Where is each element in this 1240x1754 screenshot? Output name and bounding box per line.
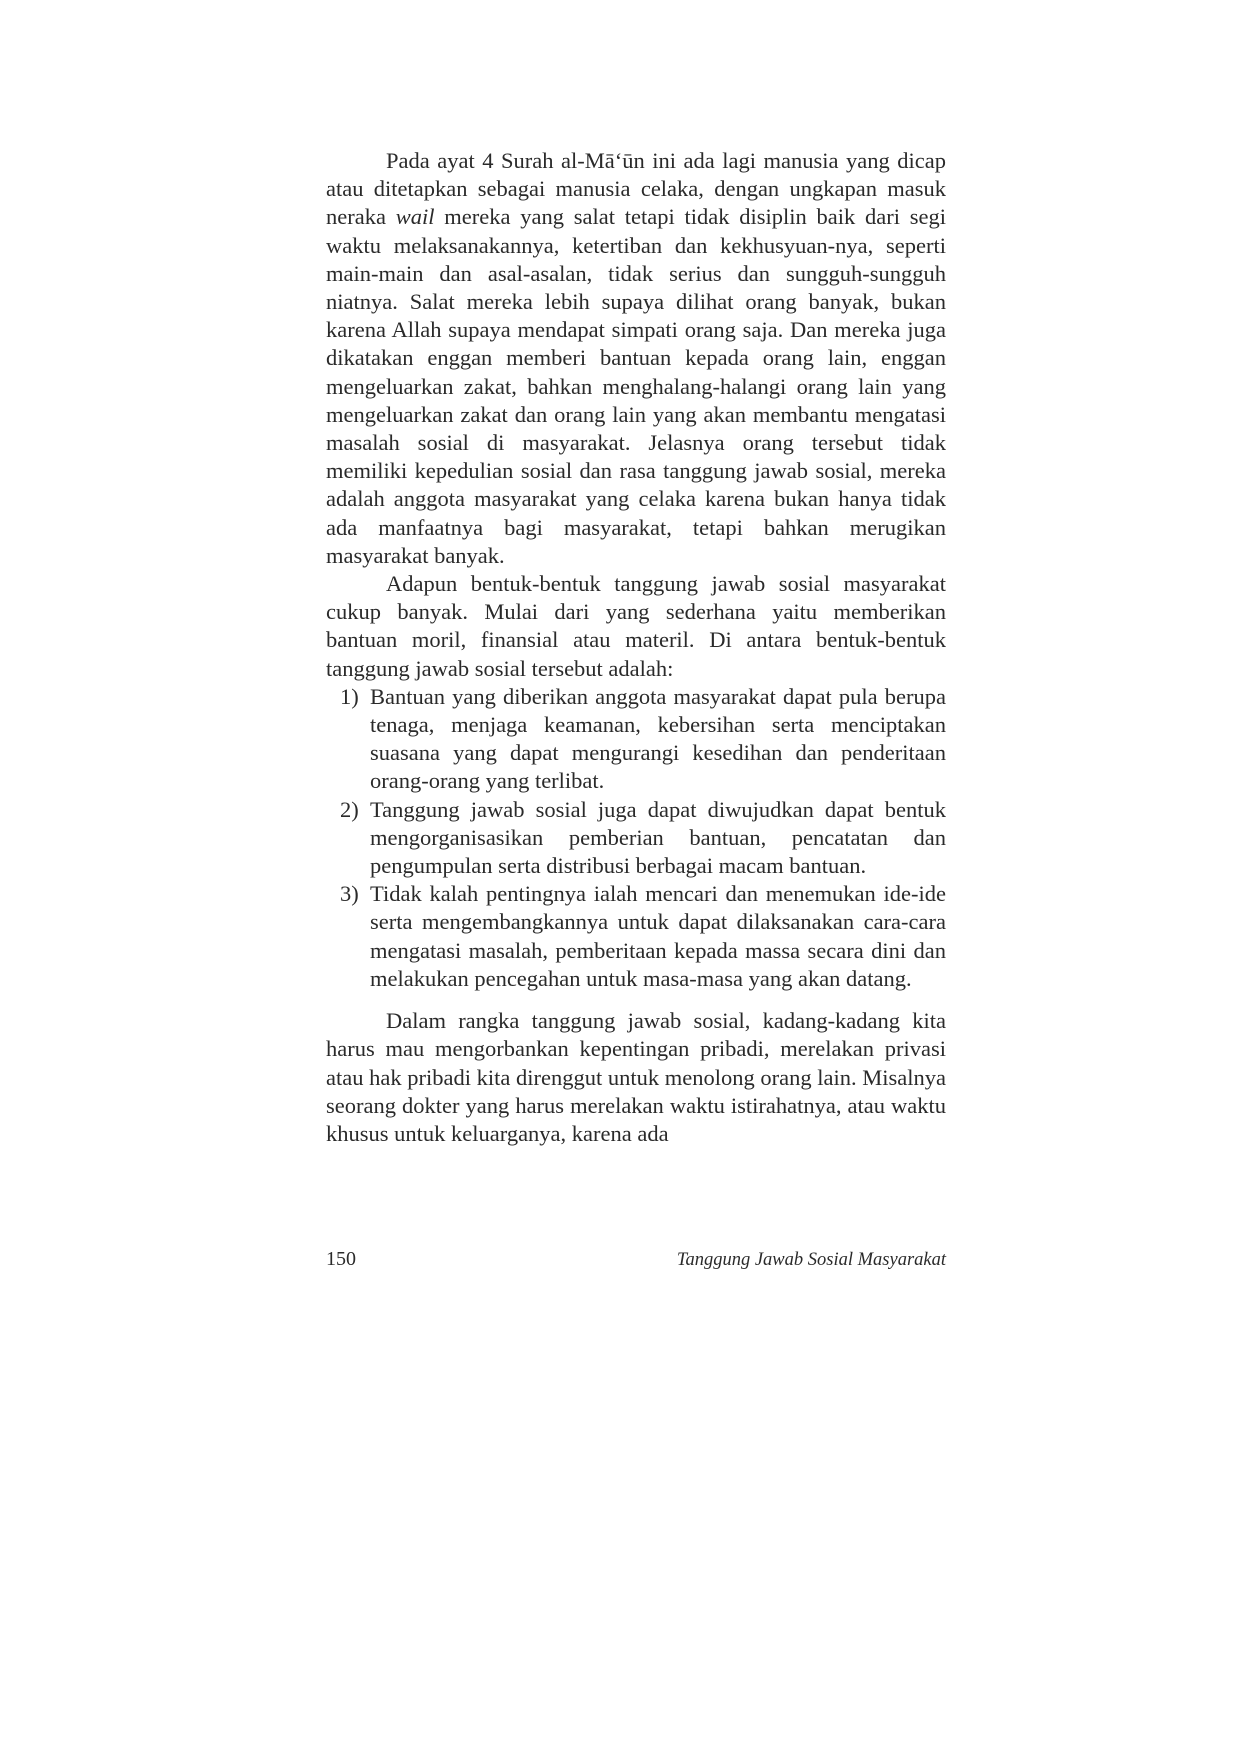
paragraph-1 (326, 147, 946, 570)
list-item-number: 1) (340, 683, 359, 709)
running-title: Tanggung Jawab Sosial Masyarakat (676, 1250, 946, 1270)
paragraph-spacer (326, 993, 946, 1007)
italic-term-wail: wail (395, 204, 435, 230)
page-footer (326, 1248, 946, 1278)
list-item (326, 796, 946, 881)
paragraph-3: Dalam rangka tanggung jawab sosial, kadang-kadang kita harus mau mengorbankan kepentingan pribadi, merelakan privasi atau hak pribadi kita direnggut untuk menolong orang lain. Misalnya seorang dokter yang harus merelakan waktu istirahatnya, atau waktu khusus untuk keluarganya, karena ada (326, 1008, 946, 1146)
list-item-text: Tidak kalah pentingnya ialah mencari dan menemukan ide-ide serta mengembangkannya untuk dapat dilaksanakan cara-cara mengatasi masalah, pemberitaan kepada massa secara dini dan melakukan pencegahan untuk masa-masa yang akan datang. (370, 881, 946, 991)
body-text (326, 147, 946, 1148)
list-item-number: 3) (340, 881, 359, 907)
list-item-text: Bantuan yang diberikan anggota masyarakat dapat pula berupa tenaga, menjaga keamanan, kebersihan serta menciptakan suasana yang dapat mengurangi kesedihan dan penderitaan orang-orang yang terlibat. (370, 683, 946, 794)
list-item-number: 2) (340, 796, 359, 822)
paragraph-2: Adapun bentuk-bentuk tanggung jawab sosial masyarakat cukup banyak. Mulai dari yang sederhana yaitu memberikan bantuan moril, finansial atau materil. Di antara bentuk-bentuk tanggung jawab sosial tersebut adalah: (326, 571, 946, 681)
paragraph-1-start: Pada ayat 4 Surah al-Mā‘ūn ini ada lagi manusia yang dicap atau ditetapkan sebagai manusia celaka, dengan ungkapan masuk neraka (326, 148, 946, 230)
responsibility-list (326, 683, 946, 993)
list-item (326, 880, 946, 993)
list-item-text: Tanggung jawab sosial juga dapat diwujudkan dapat bentuk mengorganisasikan pemberian bantuan, pencatatan dan pengumpulan serta distribusi berbagai macam bantuan. (370, 796, 946, 879)
paragraph-1-rest: mereka yang salat tetapi tidak disiplin baik dari segi waktu melaksanakannya, ketertiban dan kekhusyuan-nya, seperti main-main dan asal-asalan, tidak serius dan sungguh-sungguh niatnya. Salat mereka lebih supaya dilihat orang banyak, bukan karena Allah supaya mendapat simpati orang saja. Dan mereka juga dikatakan enggan memberi bantuan kepada orang lain, enggan mengeluarkan zakat, bahkan menghalang-halangi orang lain yang mengeluarkan zakat dan orang lain yang akan membantu mengatasi masalah sosial di masyarakat. Jelasnya orang tersebut tidak memiliki kepedulian sosial dan rasa tanggung jawab sosial, mereka adalah anggota masyarakat yang celaka karena bukan hanya tidak ada manfaatnya bagi masyarakat, tetapi bahkan merugikan masyarakat banyak. (326, 204, 946, 568)
page-number: 150 (326, 1248, 356, 1270)
list-item (326, 683, 946, 796)
